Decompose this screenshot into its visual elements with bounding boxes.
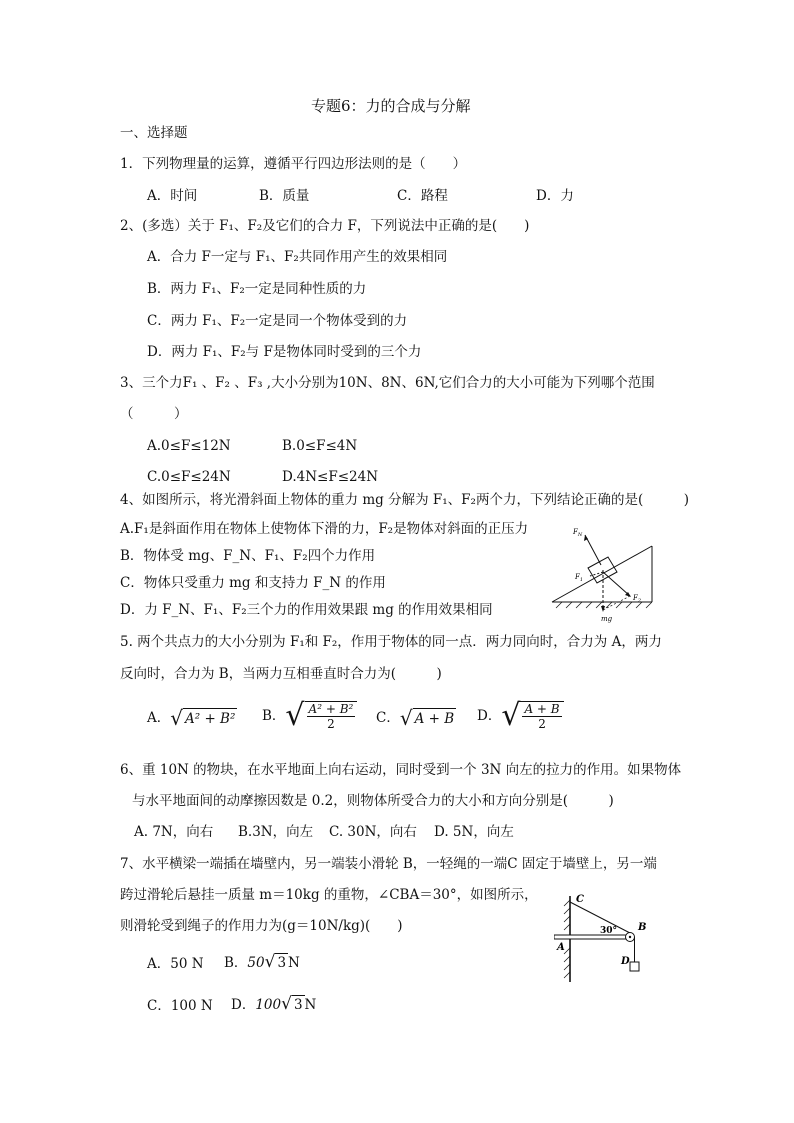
q7-option-b — [224, 953, 300, 972]
q6-stem-line1: 6、重 10N 的物块，在水平地面上向右运动，同时受到一个 3N 向左的拉力的作用。如果物体 — [120, 762, 682, 778]
sqrt-b: √ $\frac{\text{A² + B²}}{2}$ — [285, 701, 357, 731]
q2-stem: 2、(多选）关于 F₁、F₂及它们的合力 F，下列说法中正确的是( ) — [120, 218, 530, 234]
label-f1: $F_1$ — [575, 573, 584, 583]
sqrt-c: √ A + B — [399, 706, 455, 730]
label-d: D — [621, 956, 630, 967]
q6-option-d: D. 5N，向左 — [434, 824, 514, 840]
q5-stem-line1: 5. 两个共点力的大小分别为 F₁和 F₂，作用于物体的同一点．两力同向时，合力为 A，两力 — [120, 634, 662, 650]
label-mg: mg — [601, 615, 613, 623]
label-fn: $F_N$ — [573, 528, 583, 538]
sqrt-d: √ $\frac{A + B}{2}$ — [501, 701, 563, 731]
q5-option-c — [376, 708, 456, 728]
q7-option-a: A．50 N — [147, 956, 204, 972]
q7-stem-line1: 7、水平横梁一端插在墙壁内，另一端装小滑轮 B，一轻绳的一端C 固定于墙壁上，另一端 — [120, 856, 657, 872]
q6-stem-line2: 与水平地面间的动摩擦因数是 0.2，则物体所受合力的大小和方向分别是( ) — [132, 793, 614, 809]
sqrt-a: √ A² + B² — [170, 706, 236, 730]
q2-option-b: B．两力 F₁、F₂一定是同种性质的力 — [147, 281, 367, 297]
q5-option-d — [477, 698, 564, 733]
q7-option-d-coef: 100 — [255, 996, 282, 1013]
q3-option-c: C.0≤F≤24N — [147, 469, 231, 485]
q4-stem: 4、如图所示，将光滑斜面上物体的重力 mg 分解为 F₁、F₂两个力，下列结论正确的是( ) — [120, 492, 689, 508]
force-f2-arrow — [603, 572, 630, 596]
q2-option-a: A．合力 F一定与 F₁、F₂共同作用产生的效果相同 — [147, 249, 448, 265]
q1-stem: 1．下列物理量的运算，遵循平行四边形法则的是（ ） — [120, 156, 467, 172]
q3-option-a: A.0≤F≤12N — [147, 438, 231, 454]
q7-option-d-unit: N — [304, 996, 317, 1013]
force-fn-arrow — [585, 535, 601, 565]
q1-option-a: A．时间 — [147, 188, 198, 204]
pulley-figure — [554, 892, 654, 984]
q5-option-c-letter: C． — [376, 710, 400, 726]
q2-option-c: C．两力 F₁、F₂一定是同一个物体受到的力 — [147, 313, 408, 329]
q4-option-c: C．物体只受重力 mg 和支持力 F_N 的作用 — [120, 575, 386, 591]
label-angle: 30° — [600, 926, 618, 936]
incline-figure — [548, 520, 660, 628]
q3-option-b: B.0≤F≤4N — [282, 438, 358, 454]
section-heading: 一、选择题 — [120, 125, 188, 141]
q5-option-d-letter: D． — [477, 708, 502, 724]
q7-option-b-unit: N — [288, 954, 300, 971]
label-f2: $F_2$ — [633, 594, 642, 604]
label-b: B — [638, 922, 647, 933]
q3-option-d: D.4N≤F≤24N — [282, 469, 379, 485]
q7-option-c: C．100 N — [147, 998, 213, 1014]
q7-option-b-letter: B． — [224, 954, 248, 971]
q7-option-d-letter: D． — [231, 996, 256, 1013]
label-a: A — [557, 942, 565, 953]
q7-stem-line2: 跨过滑轮后悬挂一质量 m＝10kg 的重物，∠CBA＝30°，如图所示， — [120, 887, 538, 903]
q5-stem-line2: 反向时，合力为 B，当两力互相垂直时合力为( ) — [120, 666, 442, 682]
q3-answer-paren: （ ） — [120, 406, 188, 422]
q1-option-d: D．力 — [536, 188, 574, 204]
q1-option-c: C．路程 — [397, 188, 448, 204]
weight — [630, 962, 639, 971]
sqrt-3-d: √ 3 — [281, 994, 303, 1014]
q4-option-d: D．力 F_N、F₁、F₂三个力的作用效果跟 mg 的作用效果相同 — [120, 602, 493, 618]
q1-option-b: B．质量 — [259, 188, 310, 204]
q7-stem-line3: 则滑轮受到绳子的作用力为(g＝10N/kg)( ) — [120, 918, 403, 934]
sqrt-3-b: √ 3 — [264, 952, 287, 972]
q4-option-b: B．物体受 mg、F_N、F₁、F₂四个力作用 — [120, 548, 376, 564]
q7-option-d — [231, 995, 316, 1014]
q5-option-a — [147, 708, 237, 728]
q7-option-b-coef: 50 — [247, 954, 265, 971]
q5-option-b-letter: B． — [262, 708, 286, 724]
q6-option-a: A. 7N，向右 — [134, 824, 214, 840]
page-title: 专题6：力的合成与分解 — [311, 97, 471, 115]
q2-option-d: D．两力 F₁、F₂与 F是物体同时受到的三个力 — [147, 344, 422, 360]
q6-option-b: B.3N，向左 — [238, 824, 314, 840]
q5-option-b — [262, 698, 357, 733]
q3-stem: 3、三个力F₁ 、F₂ 、F₃ ,大小分别为10N、8N、6N,它们合力的大小可能为下列哪个范围 — [120, 375, 655, 391]
q4-option-a: A.F₁是斜面作用在物体上使物体下滑的力，F₂是物体对斜面的正压力 — [120, 521, 529, 537]
label-c: C — [576, 894, 584, 905]
q5-option-a-letter: A． — [147, 710, 171, 726]
q6-option-c: C. 30N，向右 — [329, 824, 417, 840]
